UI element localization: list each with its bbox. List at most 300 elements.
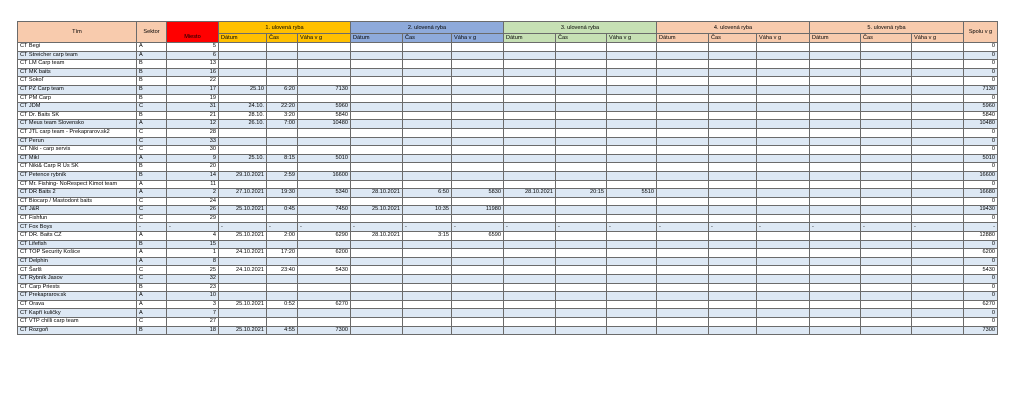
weight-cell[interactable] bbox=[298, 309, 351, 318]
team-cell[interactable]: CT Lifefish bbox=[18, 240, 137, 249]
sector-cell[interactable]: A bbox=[137, 309, 167, 318]
sector-cell[interactable]: A bbox=[137, 51, 167, 60]
time-cell[interactable] bbox=[709, 266, 757, 275]
weight-cell[interactable] bbox=[452, 214, 504, 223]
weight-cell[interactable] bbox=[757, 318, 810, 327]
time-cell[interactable] bbox=[861, 51, 912, 60]
date-cell[interactable] bbox=[504, 68, 556, 77]
date-cell[interactable] bbox=[810, 154, 861, 163]
sector-cell[interactable]: B bbox=[137, 240, 167, 249]
date-cell[interactable] bbox=[351, 128, 403, 137]
weight-cell[interactable]: 5960 bbox=[298, 103, 351, 112]
date-cell[interactable]: 25.10 bbox=[219, 85, 267, 94]
weight-cell[interactable] bbox=[452, 300, 504, 309]
weight-cell[interactable] bbox=[298, 94, 351, 103]
date-cell[interactable] bbox=[219, 197, 267, 206]
weight-cell[interactable] bbox=[607, 232, 657, 241]
total-cell[interactable]: 0 bbox=[964, 309, 998, 318]
date-cell[interactable] bbox=[351, 77, 403, 86]
time-cell[interactable] bbox=[403, 43, 452, 52]
time-cell[interactable] bbox=[709, 68, 757, 77]
time-cell[interactable] bbox=[861, 318, 912, 327]
sector-cell[interactable]: B bbox=[137, 94, 167, 103]
date-cell[interactable] bbox=[657, 189, 709, 198]
weight-cell[interactable]: 6590 bbox=[452, 232, 504, 241]
fish-1-time-header[interactable]: Čas bbox=[267, 34, 298, 43]
time-cell[interactable] bbox=[861, 214, 912, 223]
weight-cell[interactable] bbox=[912, 111, 964, 120]
fish-3-date-header[interactable]: Dátum bbox=[504, 34, 556, 43]
team-cell[interactable]: CT DR. Baits CZ bbox=[18, 232, 137, 241]
place-cell[interactable]: 32 bbox=[167, 275, 219, 284]
place-cell[interactable]: 31 bbox=[167, 103, 219, 112]
weight-cell[interactable] bbox=[912, 128, 964, 137]
date-cell[interactable] bbox=[504, 180, 556, 189]
time-cell[interactable]: - bbox=[403, 223, 452, 232]
weight-cell[interactable] bbox=[912, 94, 964, 103]
time-cell[interactable] bbox=[861, 232, 912, 241]
date-cell[interactable] bbox=[657, 257, 709, 266]
weight-cell[interactable] bbox=[757, 51, 810, 60]
time-cell[interactable] bbox=[403, 68, 452, 77]
time-cell[interactable] bbox=[267, 60, 298, 69]
time-cell[interactable]: - bbox=[709, 223, 757, 232]
date-cell[interactable] bbox=[657, 266, 709, 275]
place-cell[interactable]: 28 bbox=[167, 128, 219, 137]
time-cell[interactable] bbox=[861, 85, 912, 94]
date-cell[interactable] bbox=[810, 309, 861, 318]
fish-5-weight-header[interactable]: Váha v g bbox=[912, 34, 964, 43]
weight-cell[interactable] bbox=[607, 283, 657, 292]
time-cell[interactable] bbox=[709, 128, 757, 137]
date-cell[interactable] bbox=[810, 214, 861, 223]
date-cell[interactable] bbox=[810, 326, 861, 335]
date-cell[interactable] bbox=[219, 137, 267, 146]
weight-cell[interactable] bbox=[298, 275, 351, 284]
date-cell[interactable] bbox=[657, 68, 709, 77]
fish-3-group-header[interactable]: 3. ulovená ryba bbox=[504, 22, 657, 34]
time-cell[interactable] bbox=[403, 146, 452, 155]
time-cell[interactable] bbox=[556, 51, 607, 60]
date-cell[interactable] bbox=[351, 249, 403, 258]
date-cell[interactable] bbox=[351, 137, 403, 146]
date-cell[interactable] bbox=[657, 94, 709, 103]
total-cell[interactable]: 7300 bbox=[964, 326, 998, 335]
date-cell[interactable] bbox=[504, 266, 556, 275]
date-cell[interactable] bbox=[504, 77, 556, 86]
weight-cell[interactable]: - bbox=[912, 223, 964, 232]
time-cell[interactable] bbox=[556, 300, 607, 309]
time-cell[interactable] bbox=[403, 266, 452, 275]
weight-cell[interactable] bbox=[298, 43, 351, 52]
place-cell[interactable]: 6 bbox=[167, 51, 219, 60]
weight-cell[interactable] bbox=[452, 154, 504, 163]
time-cell[interactable] bbox=[403, 111, 452, 120]
weight-cell[interactable] bbox=[757, 111, 810, 120]
date-cell[interactable] bbox=[219, 283, 267, 292]
date-cell[interactable] bbox=[810, 103, 861, 112]
time-cell[interactable]: - bbox=[267, 223, 298, 232]
time-cell[interactable] bbox=[861, 77, 912, 86]
weight-cell[interactable] bbox=[452, 292, 504, 301]
team-cell[interactable]: CT Begi bbox=[18, 43, 137, 52]
fish-1-date-header[interactable]: Dátum bbox=[219, 34, 267, 43]
sector-cell[interactable]: C bbox=[137, 146, 167, 155]
time-cell[interactable] bbox=[556, 85, 607, 94]
time-cell[interactable] bbox=[709, 180, 757, 189]
weight-cell[interactable] bbox=[607, 154, 657, 163]
time-cell[interactable]: 6:20 bbox=[267, 85, 298, 94]
time-cell[interactable] bbox=[267, 51, 298, 60]
total-cell[interactable]: 6200 bbox=[964, 249, 998, 258]
weight-cell[interactable] bbox=[912, 171, 964, 180]
weight-cell[interactable] bbox=[607, 257, 657, 266]
date-cell[interactable] bbox=[810, 60, 861, 69]
total-cell[interactable]: 0 bbox=[964, 94, 998, 103]
time-cell[interactable] bbox=[267, 180, 298, 189]
weight-cell[interactable] bbox=[757, 128, 810, 137]
date-cell[interactable] bbox=[504, 257, 556, 266]
date-cell[interactable] bbox=[351, 240, 403, 249]
weight-cell[interactable] bbox=[607, 197, 657, 206]
time-cell[interactable] bbox=[709, 214, 757, 223]
time-cell[interactable] bbox=[709, 197, 757, 206]
weight-cell[interactable]: 7130 bbox=[298, 85, 351, 94]
time-cell[interactable] bbox=[403, 240, 452, 249]
weight-cell[interactable] bbox=[757, 137, 810, 146]
place-cell[interactable]: 21 bbox=[167, 111, 219, 120]
time-cell[interactable]: 6:50 bbox=[403, 189, 452, 198]
time-cell[interactable] bbox=[861, 257, 912, 266]
time-cell[interactable]: 4:55 bbox=[267, 326, 298, 335]
time-cell[interactable] bbox=[709, 163, 757, 172]
time-cell[interactable] bbox=[556, 171, 607, 180]
time-cell[interactable] bbox=[861, 326, 912, 335]
team-cell[interactable]: CT Fox Boys bbox=[18, 223, 137, 232]
time-cell[interactable] bbox=[556, 232, 607, 241]
date-cell[interactable] bbox=[219, 128, 267, 137]
date-cell[interactable] bbox=[657, 300, 709, 309]
date-cell[interactable] bbox=[351, 257, 403, 266]
team-cell[interactable]: CT Niki - carp servis bbox=[18, 146, 137, 155]
time-cell[interactable] bbox=[709, 94, 757, 103]
date-cell[interactable] bbox=[504, 60, 556, 69]
weight-cell[interactable] bbox=[757, 266, 810, 275]
date-cell[interactable] bbox=[504, 249, 556, 258]
date-cell[interactable] bbox=[351, 180, 403, 189]
weight-cell[interactable] bbox=[298, 197, 351, 206]
date-cell[interactable]: - bbox=[351, 223, 403, 232]
time-cell[interactable] bbox=[403, 249, 452, 258]
place-cell[interactable]: 14 bbox=[167, 171, 219, 180]
date-cell[interactable] bbox=[504, 232, 556, 241]
total-cell[interactable]: 16680 bbox=[964, 189, 998, 198]
weight-cell[interactable]: 6270 bbox=[298, 300, 351, 309]
time-cell[interactable] bbox=[709, 309, 757, 318]
total-cell[interactable]: 5010 bbox=[964, 154, 998, 163]
date-cell[interactable] bbox=[504, 146, 556, 155]
time-cell[interactable] bbox=[403, 180, 452, 189]
time-cell[interactable] bbox=[861, 146, 912, 155]
date-cell[interactable] bbox=[504, 154, 556, 163]
team-cell[interactable]: CT Carp Priests bbox=[18, 283, 137, 292]
time-cell[interactable] bbox=[267, 214, 298, 223]
date-cell[interactable] bbox=[810, 257, 861, 266]
weight-cell[interactable] bbox=[298, 60, 351, 69]
time-cell[interactable]: 22:20 bbox=[267, 103, 298, 112]
date-cell[interactable] bbox=[219, 77, 267, 86]
time-cell[interactable] bbox=[403, 283, 452, 292]
weight-cell[interactable] bbox=[757, 240, 810, 249]
date-cell[interactable] bbox=[810, 266, 861, 275]
weight-cell[interactable] bbox=[452, 249, 504, 258]
date-cell[interactable] bbox=[657, 283, 709, 292]
place-cell[interactable]: 23 bbox=[167, 283, 219, 292]
time-cell[interactable] bbox=[861, 309, 912, 318]
team-cell[interactable]: CT Sokoľ bbox=[18, 77, 137, 86]
total-cell[interactable]: 0 bbox=[964, 292, 998, 301]
time-cell[interactable]: 2:59 bbox=[267, 171, 298, 180]
weight-cell[interactable] bbox=[757, 189, 810, 198]
place-cell[interactable]: 22 bbox=[167, 77, 219, 86]
weight-cell[interactable] bbox=[452, 326, 504, 335]
time-cell[interactable] bbox=[556, 180, 607, 189]
time-cell[interactable] bbox=[861, 154, 912, 163]
date-cell[interactable] bbox=[657, 214, 709, 223]
time-cell[interactable] bbox=[403, 214, 452, 223]
sector-cell[interactable]: - bbox=[137, 223, 167, 232]
time-cell[interactable] bbox=[403, 318, 452, 327]
date-cell[interactable] bbox=[657, 51, 709, 60]
place-cell[interactable]: 19 bbox=[167, 94, 219, 103]
date-cell[interactable] bbox=[219, 51, 267, 60]
date-cell[interactable] bbox=[657, 275, 709, 284]
weight-cell[interactable] bbox=[912, 103, 964, 112]
weight-cell[interactable] bbox=[607, 240, 657, 249]
time-cell[interactable] bbox=[709, 326, 757, 335]
sector-cell[interactable]: A bbox=[137, 120, 167, 129]
weight-cell[interactable] bbox=[452, 275, 504, 284]
time-cell[interactable] bbox=[556, 68, 607, 77]
weight-cell[interactable]: 11980 bbox=[452, 206, 504, 215]
time-cell[interactable] bbox=[403, 309, 452, 318]
weight-cell[interactable] bbox=[452, 128, 504, 137]
time-cell[interactable] bbox=[709, 240, 757, 249]
date-cell[interactable]: 25.10.2021 bbox=[219, 300, 267, 309]
time-cell[interactable] bbox=[709, 232, 757, 241]
time-cell[interactable] bbox=[709, 154, 757, 163]
team-cell[interactable]: CT Šarlš bbox=[18, 266, 137, 275]
date-cell[interactable] bbox=[351, 171, 403, 180]
time-cell[interactable] bbox=[556, 120, 607, 129]
weight-cell[interactable] bbox=[912, 120, 964, 129]
weight-cell[interactable] bbox=[757, 197, 810, 206]
sector-cell[interactable]: C bbox=[137, 128, 167, 137]
team-cell[interactable]: CT Mr. Fishing- NoRespect Kimot team bbox=[18, 180, 137, 189]
time-cell[interactable] bbox=[556, 214, 607, 223]
weight-cell[interactable] bbox=[912, 232, 964, 241]
time-cell[interactable] bbox=[861, 103, 912, 112]
weight-cell[interactable] bbox=[757, 292, 810, 301]
weight-cell[interactable] bbox=[607, 85, 657, 94]
time-cell[interactable] bbox=[861, 120, 912, 129]
weight-cell[interactable] bbox=[607, 249, 657, 258]
time-cell[interactable] bbox=[861, 60, 912, 69]
weight-cell[interactable] bbox=[912, 77, 964, 86]
date-cell[interactable] bbox=[504, 163, 556, 172]
time-cell[interactable] bbox=[267, 309, 298, 318]
date-cell[interactable] bbox=[810, 197, 861, 206]
place-cell[interactable]: 12 bbox=[167, 120, 219, 129]
weight-cell[interactable] bbox=[607, 77, 657, 86]
date-cell[interactable] bbox=[351, 120, 403, 129]
date-cell[interactable] bbox=[351, 318, 403, 327]
time-cell[interactable] bbox=[861, 249, 912, 258]
weight-cell[interactable] bbox=[607, 120, 657, 129]
sector-cell[interactable]: C bbox=[137, 197, 167, 206]
time-cell[interactable] bbox=[267, 163, 298, 172]
weight-cell[interactable] bbox=[452, 309, 504, 318]
fish-2-time-header[interactable]: Čas bbox=[403, 34, 452, 43]
date-cell[interactable] bbox=[219, 60, 267, 69]
place-cell[interactable]: 30 bbox=[167, 146, 219, 155]
date-cell[interactable] bbox=[810, 180, 861, 189]
team-cell[interactable]: CT VTP chilli carp team bbox=[18, 318, 137, 327]
weight-cell[interactable] bbox=[298, 214, 351, 223]
time-cell[interactable] bbox=[709, 77, 757, 86]
weight-cell[interactable] bbox=[757, 171, 810, 180]
team-cell[interactable]: CT JDM bbox=[18, 103, 137, 112]
weight-cell[interactable] bbox=[452, 266, 504, 275]
weight-cell[interactable] bbox=[912, 266, 964, 275]
weight-cell[interactable] bbox=[298, 128, 351, 137]
time-cell[interactable] bbox=[267, 292, 298, 301]
date-cell[interactable] bbox=[219, 292, 267, 301]
sector-cell[interactable]: A bbox=[137, 249, 167, 258]
date-cell[interactable] bbox=[351, 43, 403, 52]
date-cell[interactable] bbox=[219, 146, 267, 155]
date-cell[interactable] bbox=[504, 103, 556, 112]
weight-cell[interactable]: - bbox=[298, 223, 351, 232]
team-cell[interactable]: CT JTL carp team - Prekaprarov.sk2 bbox=[18, 128, 137, 137]
date-cell[interactable] bbox=[219, 257, 267, 266]
date-cell[interactable] bbox=[351, 214, 403, 223]
weight-cell[interactable] bbox=[452, 103, 504, 112]
date-cell[interactable] bbox=[504, 94, 556, 103]
team-cell[interactable]: CT MK baits bbox=[18, 68, 137, 77]
total-cell[interactable]: 0 bbox=[964, 60, 998, 69]
weight-cell[interactable] bbox=[452, 43, 504, 52]
weight-cell[interactable] bbox=[912, 214, 964, 223]
weight-cell[interactable] bbox=[912, 43, 964, 52]
date-cell[interactable] bbox=[810, 232, 861, 241]
weight-cell[interactable] bbox=[757, 214, 810, 223]
date-cell[interactable] bbox=[504, 318, 556, 327]
team-cell[interactable]: CT Prekaprarov.sk bbox=[18, 292, 137, 301]
weight-cell[interactable] bbox=[607, 214, 657, 223]
time-cell[interactable] bbox=[861, 43, 912, 52]
weight-cell[interactable] bbox=[607, 68, 657, 77]
date-cell[interactable] bbox=[657, 249, 709, 258]
date-cell[interactable] bbox=[351, 163, 403, 172]
date-cell[interactable] bbox=[504, 197, 556, 206]
time-cell[interactable] bbox=[556, 266, 607, 275]
date-cell[interactable] bbox=[657, 146, 709, 155]
date-cell[interactable]: 29.10.2021 bbox=[219, 171, 267, 180]
team-cell[interactable]: CT Biocarp / Mastodont baits bbox=[18, 197, 137, 206]
time-cell[interactable] bbox=[403, 326, 452, 335]
date-cell[interactable] bbox=[351, 326, 403, 335]
weight-cell[interactable] bbox=[298, 318, 351, 327]
team-cell[interactable]: CT Petence rybník bbox=[18, 171, 137, 180]
time-cell[interactable] bbox=[556, 137, 607, 146]
time-cell[interactable] bbox=[403, 292, 452, 301]
weight-cell[interactable] bbox=[912, 60, 964, 69]
place-cell[interactable]: 26 bbox=[167, 206, 219, 215]
weight-cell[interactable] bbox=[607, 266, 657, 275]
time-cell[interactable]: 0:52 bbox=[267, 300, 298, 309]
place-cell[interactable]: 1 bbox=[167, 249, 219, 258]
time-cell[interactable] bbox=[556, 292, 607, 301]
date-cell[interactable] bbox=[504, 275, 556, 284]
weight-cell[interactable] bbox=[757, 257, 810, 266]
date-cell[interactable]: 28.10.2021 bbox=[504, 189, 556, 198]
sector-cell[interactable]: B bbox=[137, 171, 167, 180]
place-cell[interactable]: 17 bbox=[167, 85, 219, 94]
date-cell[interactable] bbox=[219, 240, 267, 249]
time-cell[interactable] bbox=[861, 206, 912, 215]
weight-cell[interactable] bbox=[607, 146, 657, 155]
total-column-header[interactable]: Spolu v g bbox=[964, 22, 998, 43]
weight-cell[interactable]: 5430 bbox=[298, 266, 351, 275]
weight-cell[interactable] bbox=[452, 94, 504, 103]
time-cell[interactable] bbox=[861, 137, 912, 146]
weight-cell[interactable] bbox=[912, 189, 964, 198]
weight-cell[interactable] bbox=[757, 77, 810, 86]
date-cell[interactable] bbox=[504, 128, 556, 137]
weight-cell[interactable] bbox=[452, 197, 504, 206]
weight-cell[interactable] bbox=[607, 292, 657, 301]
time-cell[interactable] bbox=[861, 189, 912, 198]
time-cell[interactable] bbox=[556, 240, 607, 249]
weight-cell[interactable]: 7300 bbox=[298, 326, 351, 335]
weight-cell[interactable] bbox=[452, 163, 504, 172]
date-cell[interactable] bbox=[219, 68, 267, 77]
team-cell[interactable]: CT LM Carp team bbox=[18, 60, 137, 69]
time-cell[interactable]: 10:35 bbox=[403, 206, 452, 215]
weight-cell[interactable] bbox=[912, 283, 964, 292]
time-cell[interactable] bbox=[709, 103, 757, 112]
weight-cell[interactable] bbox=[757, 163, 810, 172]
weight-cell[interactable] bbox=[607, 94, 657, 103]
date-cell[interactable] bbox=[657, 120, 709, 129]
time-cell[interactable]: 19:30 bbox=[267, 189, 298, 198]
weight-cell[interactable] bbox=[452, 85, 504, 94]
sector-cell[interactable]: A bbox=[137, 292, 167, 301]
weight-cell[interactable] bbox=[607, 300, 657, 309]
date-cell[interactable] bbox=[504, 206, 556, 215]
date-cell[interactable]: 25.10.2021 bbox=[219, 206, 267, 215]
time-cell[interactable] bbox=[861, 300, 912, 309]
team-column-header[interactable]: Tím bbox=[18, 22, 137, 43]
date-cell[interactable]: 25.10.2021 bbox=[219, 232, 267, 241]
weight-cell[interactable] bbox=[298, 292, 351, 301]
sector-cell[interactable]: B bbox=[137, 85, 167, 94]
time-cell[interactable] bbox=[403, 171, 452, 180]
weight-cell[interactable] bbox=[452, 60, 504, 69]
date-cell[interactable] bbox=[504, 300, 556, 309]
date-cell[interactable] bbox=[504, 214, 556, 223]
